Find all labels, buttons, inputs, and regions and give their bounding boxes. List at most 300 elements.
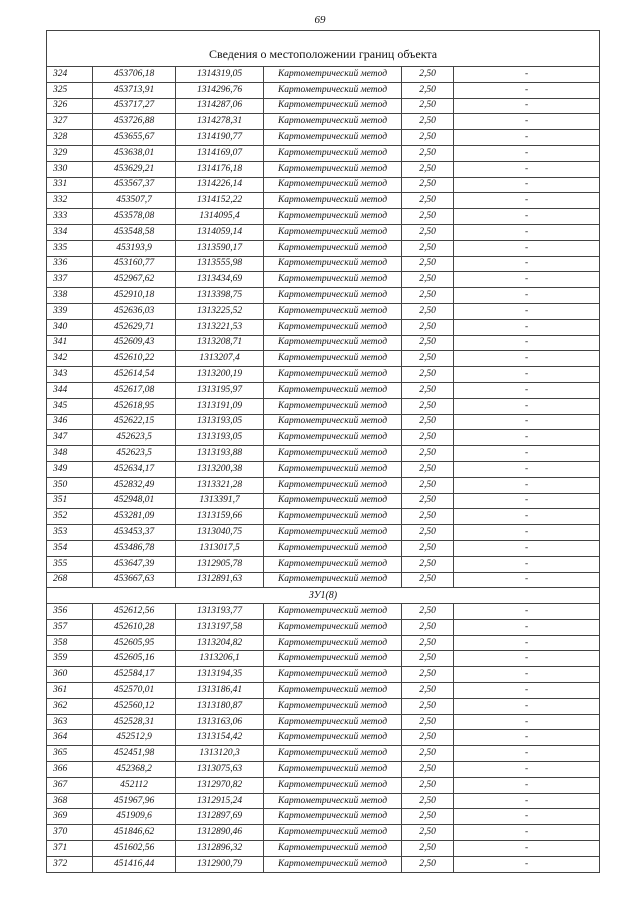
coord-y-cell: 1313200,38: [176, 461, 264, 477]
method-cell: Картометрический метод: [264, 714, 402, 730]
precision-cell: 2,50: [402, 114, 454, 130]
method-cell: Картометрический метод: [264, 777, 402, 793]
coord-y-cell: 1314287,06: [176, 98, 264, 114]
method-cell: Картометрический метод: [264, 114, 402, 130]
coord-y-cell: 1314176,18: [176, 161, 264, 177]
precision-cell: 2,50: [402, 777, 454, 793]
precision-cell: 2,50: [402, 240, 454, 256]
point-number-cell: 351: [47, 493, 93, 509]
point-number-cell: 369: [47, 809, 93, 825]
point-number-cell: 354: [47, 540, 93, 556]
coord-y-cell: 1313163,06: [176, 714, 264, 730]
table-row: [47, 193, 600, 209]
coord-x-cell: 452112: [93, 777, 176, 793]
method-cell: Картометрический метод: [264, 446, 402, 462]
table-row: [47, 572, 600, 588]
point-number-cell: 337: [47, 272, 93, 288]
method-cell: Картометрический метод: [264, 67, 402, 83]
precision-cell: 2,50: [402, 398, 454, 414]
description-cell: -: [454, 256, 600, 272]
description-cell: -: [454, 635, 600, 651]
page-number: 69: [314, 14, 326, 26]
method-cell: Картометрический метод: [264, 604, 402, 620]
method-cell: Картометрический метод: [264, 240, 402, 256]
description-cell: -: [454, 683, 600, 699]
description-cell: -: [454, 209, 600, 225]
precision-cell: 2,50: [402, 67, 454, 83]
point-number-cell: 368: [47, 793, 93, 809]
description-cell: -: [454, 130, 600, 146]
coord-y-cell: 1314226,14: [176, 177, 264, 193]
description-cell: -: [454, 272, 600, 288]
precision-cell: 2,50: [402, 193, 454, 209]
method-cell: Картометрический метод: [264, 256, 402, 272]
coord-x-cell: 452612,56: [93, 604, 176, 620]
table-row: [47, 777, 600, 793]
table-row: [47, 256, 600, 272]
precision-cell: 2,50: [402, 256, 454, 272]
point-number-cell: 343: [47, 367, 93, 383]
precision-cell: 2,50: [402, 493, 454, 509]
precision-cell: 2,50: [402, 809, 454, 825]
coord-x-cell: 453647,39: [93, 556, 176, 572]
coord-y-cell: 1312900,79: [176, 856, 264, 872]
coord-y-cell: 1312915,24: [176, 793, 264, 809]
precision-cell: 2,50: [402, 209, 454, 225]
precision-cell: 2,50: [402, 130, 454, 146]
coord-y-cell: 1313321,28: [176, 477, 264, 493]
coord-x-cell: 452618,95: [93, 398, 176, 414]
point-number-cell: 346: [47, 414, 93, 430]
table-row: [47, 240, 600, 256]
table-row: [47, 825, 600, 841]
table-row: [47, 619, 600, 635]
table-row: [47, 809, 600, 825]
table-row: [47, 651, 600, 667]
description-cell: -: [454, 777, 600, 793]
table-row: [47, 525, 600, 541]
precision-cell: 2,50: [402, 604, 454, 620]
point-number-cell: 350: [47, 477, 93, 493]
point-number-cell: 326: [47, 98, 93, 114]
method-cell: Картометрический метод: [264, 82, 402, 98]
precision-cell: 2,50: [402, 746, 454, 762]
coord-x-cell: 453453,37: [93, 525, 176, 541]
coord-x-cell: 453160,77: [93, 256, 176, 272]
description-cell: -: [454, 367, 600, 383]
coord-x-cell: 452634,17: [93, 461, 176, 477]
coord-x-cell: 453629,21: [93, 161, 176, 177]
coord-y-cell: 1313159,66: [176, 509, 264, 525]
coord-y-cell: 1314152,22: [176, 193, 264, 209]
method-cell: Картометрический метод: [264, 619, 402, 635]
method-cell: Картометрический метод: [264, 793, 402, 809]
precision-cell: 2,50: [402, 303, 454, 319]
point-number-cell: 335: [47, 240, 93, 256]
point-number-cell: 348: [47, 446, 93, 462]
point-number-cell: 342: [47, 351, 93, 367]
coord-y-cell: 1313590,17: [176, 240, 264, 256]
point-number-cell: 363: [47, 714, 93, 730]
coord-y-cell: 1312905,78: [176, 556, 264, 572]
precision-cell: 2,50: [402, 382, 454, 398]
coord-x-cell: 452910,18: [93, 288, 176, 304]
coord-y-cell: 1313225,52: [176, 303, 264, 319]
precision-cell: 2,50: [402, 145, 454, 161]
method-cell: Картометрический метод: [264, 130, 402, 146]
coord-x-cell: 452610,28: [93, 619, 176, 635]
coord-y-cell: 1313391,7: [176, 493, 264, 509]
table-row: [47, 683, 600, 699]
method-cell: Картометрический метод: [264, 209, 402, 225]
method-cell: Картометрический метод: [264, 319, 402, 335]
section-row: [47, 588, 600, 604]
coord-y-cell: 1314059,14: [176, 224, 264, 240]
point-number-cell: 357: [47, 619, 93, 635]
coord-y-cell: 1314190,77: [176, 130, 264, 146]
point-number-cell: 328: [47, 130, 93, 146]
method-cell: Картометрический метод: [264, 98, 402, 114]
method-cell: Картометрический метод: [264, 746, 402, 762]
point-number-cell: 367: [47, 777, 93, 793]
precision-cell: 2,50: [402, 98, 454, 114]
table-row: [47, 209, 600, 225]
coord-x-cell: 452610,22: [93, 351, 176, 367]
coord-x-cell: 453667,63: [93, 572, 176, 588]
point-number-cell: 344: [47, 382, 93, 398]
coord-x-cell: 452451,98: [93, 746, 176, 762]
coord-x-cell: 452832,49: [93, 477, 176, 493]
table-row: [47, 319, 600, 335]
method-cell: Картометрический метод: [264, 177, 402, 193]
coord-x-cell: 453713,91: [93, 82, 176, 98]
coord-x-cell: 452967,62: [93, 272, 176, 288]
point-number-cell: 361: [47, 683, 93, 699]
precision-cell: 2,50: [402, 82, 454, 98]
coord-y-cell: 1312891,63: [176, 572, 264, 588]
point-number-cell: 325: [47, 82, 93, 98]
table-row: [47, 272, 600, 288]
method-cell: Картометрический метод: [264, 809, 402, 825]
point-number-cell: 329: [47, 145, 93, 161]
coord-y-cell: 1313221,53: [176, 319, 264, 335]
coord-x-cell: 453548,58: [93, 224, 176, 240]
precision-cell: 2,50: [402, 177, 454, 193]
point-number-cell: 362: [47, 698, 93, 714]
coord-y-cell: 1312897,69: [176, 809, 264, 825]
method-cell: Картометрический метод: [264, 414, 402, 430]
method-cell: Картометрический метод: [264, 556, 402, 572]
table-row: [47, 130, 600, 146]
point-number-cell: 330: [47, 161, 93, 177]
coord-y-cell: 1313180,87: [176, 698, 264, 714]
method-cell: Картометрический метод: [264, 367, 402, 383]
description-cell: -: [454, 382, 600, 398]
precision-cell: 2,50: [402, 461, 454, 477]
coord-y-cell: 1313017,5: [176, 540, 264, 556]
coord-x-cell: 451846,62: [93, 825, 176, 841]
point-number-cell: 333: [47, 209, 93, 225]
coord-x-cell: 452605,95: [93, 635, 176, 651]
table-row: [47, 461, 600, 477]
description-cell: -: [454, 461, 600, 477]
method-cell: Картометрический метод: [264, 224, 402, 240]
table-row: [47, 604, 600, 620]
coord-y-cell: 1312970,82: [176, 777, 264, 793]
table-row: [47, 540, 600, 556]
method-cell: Картометрический метод: [264, 525, 402, 541]
description-cell: -: [454, 303, 600, 319]
description-cell: -: [454, 793, 600, 809]
table-row: [47, 82, 600, 98]
coord-y-cell: 1313120,3: [176, 746, 264, 762]
coord-y-cell: 1313186,41: [176, 683, 264, 699]
description-cell: -: [454, 540, 600, 556]
method-cell: Картометрический метод: [264, 730, 402, 746]
precision-cell: 2,50: [402, 525, 454, 541]
coord-y-cell: 1313434,69: [176, 272, 264, 288]
precision-cell: 2,50: [402, 556, 454, 572]
table-row: [47, 367, 600, 383]
table-row: [47, 351, 600, 367]
precision-cell: 2,50: [402, 683, 454, 699]
method-cell: Картометрический метод: [264, 683, 402, 699]
method-cell: Картометрический метод: [264, 572, 402, 588]
coord-y-cell: 1312890,46: [176, 825, 264, 841]
point-number-cell: 338: [47, 288, 93, 304]
table-row: [47, 114, 600, 130]
table-row: [47, 556, 600, 572]
coord-x-cell: 452622,15: [93, 414, 176, 430]
method-cell: Картометрический метод: [264, 398, 402, 414]
precision-cell: 2,50: [402, 414, 454, 430]
method-cell: Картометрический метод: [264, 145, 402, 161]
description-cell: -: [454, 288, 600, 304]
table-row: [47, 288, 600, 304]
method-cell: Картометрический метод: [264, 272, 402, 288]
description-cell: -: [454, 809, 600, 825]
coord-y-cell: 1313200,19: [176, 367, 264, 383]
description-cell: -: [454, 414, 600, 430]
point-number-cell: 268: [47, 572, 93, 588]
coord-y-cell: 1313193,88: [176, 446, 264, 462]
table-row: [47, 509, 600, 525]
point-number-cell: 372: [47, 856, 93, 872]
table-title-row: [47, 31, 600, 67]
description-cell: -: [454, 667, 600, 683]
coord-y-cell: 1313154,42: [176, 730, 264, 746]
point-number-cell: 339: [47, 303, 93, 319]
table-row: [47, 67, 600, 83]
point-number-cell: 359: [47, 651, 93, 667]
description-cell: -: [454, 224, 600, 240]
method-cell: Картометрический метод: [264, 509, 402, 525]
description-cell: -: [454, 161, 600, 177]
table-row: [47, 430, 600, 446]
coord-y-cell: 1313398,75: [176, 288, 264, 304]
boundary-table: [46, 30, 600, 873]
coord-x-cell: 452528,31: [93, 714, 176, 730]
coord-y-cell: 1314095,4: [176, 209, 264, 225]
coord-x-cell: 451602,56: [93, 841, 176, 857]
precision-cell: 2,50: [402, 161, 454, 177]
method-cell: Картометрический метод: [264, 856, 402, 872]
method-cell: Картометрический метод: [264, 430, 402, 446]
coord-x-cell: 453578,08: [93, 209, 176, 225]
description-cell: -: [454, 604, 600, 620]
point-number-cell: 371: [47, 841, 93, 857]
precision-cell: 2,50: [402, 351, 454, 367]
precision-cell: 2,50: [402, 446, 454, 462]
description-cell: -: [454, 825, 600, 841]
coord-x-cell: 453638,01: [93, 145, 176, 161]
point-number-cell: 356: [47, 604, 93, 620]
description-cell: -: [454, 98, 600, 114]
point-number-cell: 324: [47, 67, 93, 83]
coord-x-cell: 452614,54: [93, 367, 176, 383]
point-number-cell: 349: [47, 461, 93, 477]
description-cell: -: [454, 446, 600, 462]
description-cell: -: [454, 351, 600, 367]
point-number-cell: 347: [47, 430, 93, 446]
precision-cell: 2,50: [402, 762, 454, 778]
table-row: [47, 177, 600, 193]
table-row: [47, 793, 600, 809]
method-cell: Картометрический метод: [264, 303, 402, 319]
precision-cell: 2,50: [402, 540, 454, 556]
description-cell: -: [454, 714, 600, 730]
method-cell: Картометрический метод: [264, 762, 402, 778]
coord-x-cell: 453567,37: [93, 177, 176, 193]
table-row: [47, 98, 600, 114]
precision-cell: 2,50: [402, 509, 454, 525]
point-number-cell: 345: [47, 398, 93, 414]
precision-cell: 2,50: [402, 730, 454, 746]
coord-x-cell: 453507,7: [93, 193, 176, 209]
table-row: [47, 856, 600, 872]
coord-x-cell: 452636,03: [93, 303, 176, 319]
table-row: [47, 762, 600, 778]
method-cell: Картометрический метод: [264, 335, 402, 351]
precision-cell: 2,50: [402, 335, 454, 351]
precision-cell: 2,50: [402, 841, 454, 857]
precision-cell: 2,50: [402, 698, 454, 714]
table-row: [47, 667, 600, 683]
table-row: [47, 335, 600, 351]
coord-x-cell: 453706,18: [93, 67, 176, 83]
description-cell: -: [454, 856, 600, 872]
point-number-cell: 366: [47, 762, 93, 778]
table-title: Сведения о местоположении границ объекта: [47, 31, 600, 67]
description-cell: -: [454, 556, 600, 572]
point-number-cell: 336: [47, 256, 93, 272]
point-number-cell: 370: [47, 825, 93, 841]
method-cell: Картометрический метод: [264, 825, 402, 841]
method-cell: Картометрический метод: [264, 161, 402, 177]
coord-y-cell: 1313195,97: [176, 382, 264, 398]
description-cell: -: [454, 762, 600, 778]
method-cell: Картометрический метод: [264, 841, 402, 857]
table-row: [47, 477, 600, 493]
precision-cell: 2,50: [402, 367, 454, 383]
table-row: [47, 714, 600, 730]
coord-x-cell: 453486,78: [93, 540, 176, 556]
coord-y-cell: 1313191,09: [176, 398, 264, 414]
precision-cell: 2,50: [402, 635, 454, 651]
coord-x-cell: 452560,12: [93, 698, 176, 714]
description-cell: -: [454, 477, 600, 493]
coord-x-cell: 452605,16: [93, 651, 176, 667]
precision-cell: 2,50: [402, 272, 454, 288]
description-cell: -: [454, 240, 600, 256]
coord-y-cell: 1313206,1: [176, 651, 264, 667]
coord-x-cell: 452617,08: [93, 382, 176, 398]
method-cell: Картометрический метод: [264, 461, 402, 477]
coord-y-cell: 1313193,77: [176, 604, 264, 620]
table-row: [47, 841, 600, 857]
coord-x-cell: 453726,88: [93, 114, 176, 130]
point-number-cell: 353: [47, 525, 93, 541]
coord-x-cell: 451416,44: [93, 856, 176, 872]
coord-y-cell: 1313197,58: [176, 619, 264, 635]
point-number-cell: 332: [47, 193, 93, 209]
coord-x-cell: 452584,17: [93, 667, 176, 683]
method-cell: Картометрический метод: [264, 193, 402, 209]
description-cell: -: [454, 335, 600, 351]
table-row: [47, 493, 600, 509]
precision-cell: 2,50: [402, 619, 454, 635]
precision-cell: 2,50: [402, 793, 454, 809]
coord-x-cell: 452948,01: [93, 493, 176, 509]
description-cell: -: [454, 67, 600, 83]
coord-x-cell: 452368,2: [93, 762, 176, 778]
coord-y-cell: 1313193,05: [176, 414, 264, 430]
method-cell: Картометрический метод: [264, 667, 402, 683]
coord-x-cell: 451909,6: [93, 809, 176, 825]
table-row: [47, 398, 600, 414]
method-cell: Картометрический метод: [264, 477, 402, 493]
coord-y-cell: 1313040,75: [176, 525, 264, 541]
precision-cell: 2,50: [402, 572, 454, 588]
coord-y-cell: 1313204,82: [176, 635, 264, 651]
coord-x-cell: 452570,01: [93, 683, 176, 699]
point-number-cell: 331: [47, 177, 93, 193]
precision-cell: 2,50: [402, 477, 454, 493]
coord-y-cell: 1313207,4: [176, 351, 264, 367]
coord-x-cell: 453281,09: [93, 509, 176, 525]
description-cell: -: [454, 430, 600, 446]
description-cell: -: [454, 619, 600, 635]
method-cell: Картометрический метод: [264, 651, 402, 667]
coord-x-cell: 453717,27: [93, 98, 176, 114]
description-cell: -: [454, 698, 600, 714]
method-cell: Картометрический метод: [264, 698, 402, 714]
precision-cell: 2,50: [402, 224, 454, 240]
method-cell: Картометрический метод: [264, 382, 402, 398]
coord-x-cell: 453655,67: [93, 130, 176, 146]
table-row: [47, 161, 600, 177]
description-cell: -: [454, 319, 600, 335]
description-cell: -: [454, 177, 600, 193]
point-number-cell: 334: [47, 224, 93, 240]
precision-cell: 2,50: [402, 825, 454, 841]
description-cell: -: [454, 82, 600, 98]
point-number-cell: 358: [47, 635, 93, 651]
method-cell: Картометрический метод: [264, 540, 402, 556]
precision-cell: 2,50: [402, 319, 454, 335]
method-cell: Картометрический метод: [264, 288, 402, 304]
table-row: [47, 698, 600, 714]
